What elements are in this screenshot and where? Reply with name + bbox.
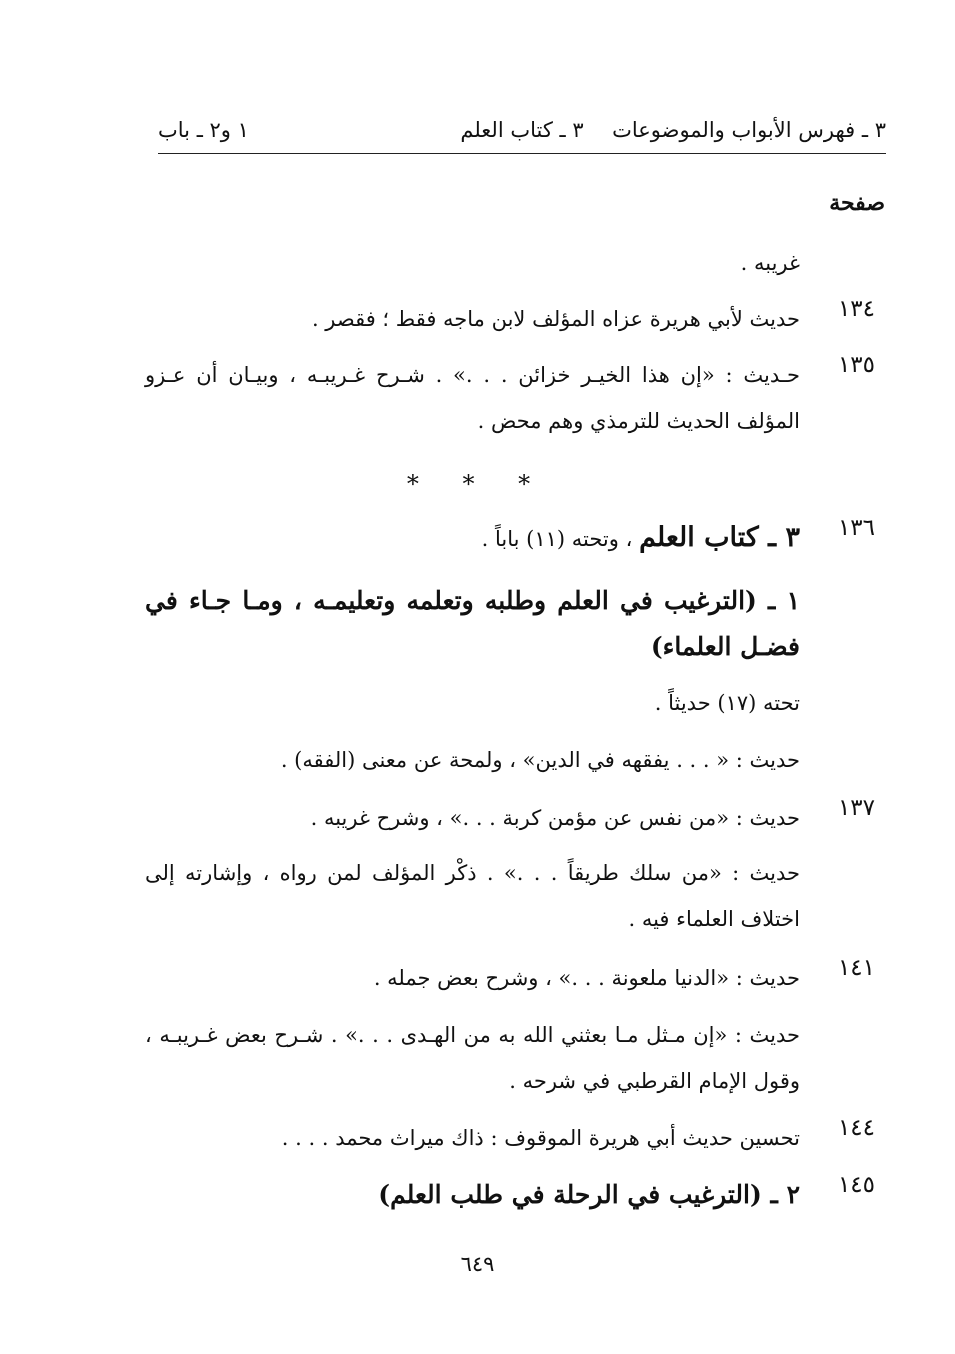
page-column-label: صفحة [829, 190, 885, 216]
entry-text: تحسين حديث أبي هريرة الموقوف : ذاك ميراث محمد . . . . [281, 1126, 800, 1150]
entry-page-number: ١٣٥ [837, 352, 875, 378]
page-number: ٦٤٩ [460, 1252, 495, 1276]
header-chapter-range: ١ و٢ ـ باب [158, 118, 249, 142]
entry-text: حـديث : «إن هذا الخيـر خزائن . . .» . شـرح غـريبـه ، وبيـان أن عـزو المؤلف الحديث للترمذي وهم محض . [145, 363, 800, 433]
entry-page-number: ١٤٤ [837, 1115, 875, 1141]
index-entry [145, 795, 875, 841]
index-entry [145, 1012, 875, 1104]
index-entry [145, 680, 875, 726]
index-entry [145, 850, 875, 942]
header-book-title: ٣ ـ كتاب العلم [460, 118, 584, 142]
header-rule [158, 153, 886, 154]
section-title: ١ ـ (الترغيب في العلم وطلبه وتعلمه وتعليمـه ، ومـا جـاء في فضـل العلماء) [145, 586, 800, 661]
entry-text: حديث : «إن مـثل مـا بعثني الله به من الهـدى . . .» . شـرح بعض غـريبـه ، وقول الإمام القرطبي في شرحه . [145, 1023, 800, 1093]
chapter-note: ، وتحته (١١) باباً . [481, 527, 633, 551]
section-heading-entry [145, 578, 875, 670]
section-heading-entry [145, 1172, 875, 1218]
chapter-title: ٣ ـ كتاب العلم [639, 522, 800, 553]
index-entry [145, 1115, 875, 1161]
entry-text: حديث : «من سلك طريقاً . . .» . ذكْر المؤلف لمن رواه ، وإشارته إلى اختلاف العلماء فيه . [145, 861, 800, 931]
entry-page-number: ١٤٥ [837, 1172, 875, 1198]
entry-page-number: ١٣٤ [837, 296, 875, 322]
section-title: ٢ ـ (الترغيب في الرحلة في طلب العلم) [378, 1180, 800, 1209]
entry-page-number: ١٣٧ [837, 795, 875, 821]
entry-page-number: ١٤١ [837, 955, 875, 981]
header-index-title: ٣ ـ فهرس الأبواب والموضوعات [612, 118, 886, 142]
index-entry [145, 955, 875, 1001]
index-entry [145, 352, 875, 444]
chapter-entry [145, 515, 875, 562]
entry-text: حديث : « . . . يفقهه في الدين» ، ولمحة عن معنى (الفقه) . [280, 748, 800, 772]
running-header [158, 118, 886, 152]
entry-text: حديث : «من نفس عن مؤمن كربة . . .» ، وشرح غريبه . [310, 806, 800, 830]
entry-text: حديث لأبي هريرة عزاه المؤلف لابن ماجه فقط ؛ فقصر . [311, 307, 800, 331]
index-entry [145, 240, 875, 286]
entry-text: غريبه . [740, 251, 800, 275]
index-entry [145, 737, 875, 783]
entry-page-number: ١٣٦ [837, 515, 875, 541]
entry-text: تحته (١٧) حديثاً . [654, 691, 800, 715]
entry-text: حديث : «الدنيا ملعونة . . .» ، وشرح بعض جمله . [373, 966, 800, 990]
section-separator: * * * [406, 470, 549, 498]
index-entry [145, 296, 875, 342]
